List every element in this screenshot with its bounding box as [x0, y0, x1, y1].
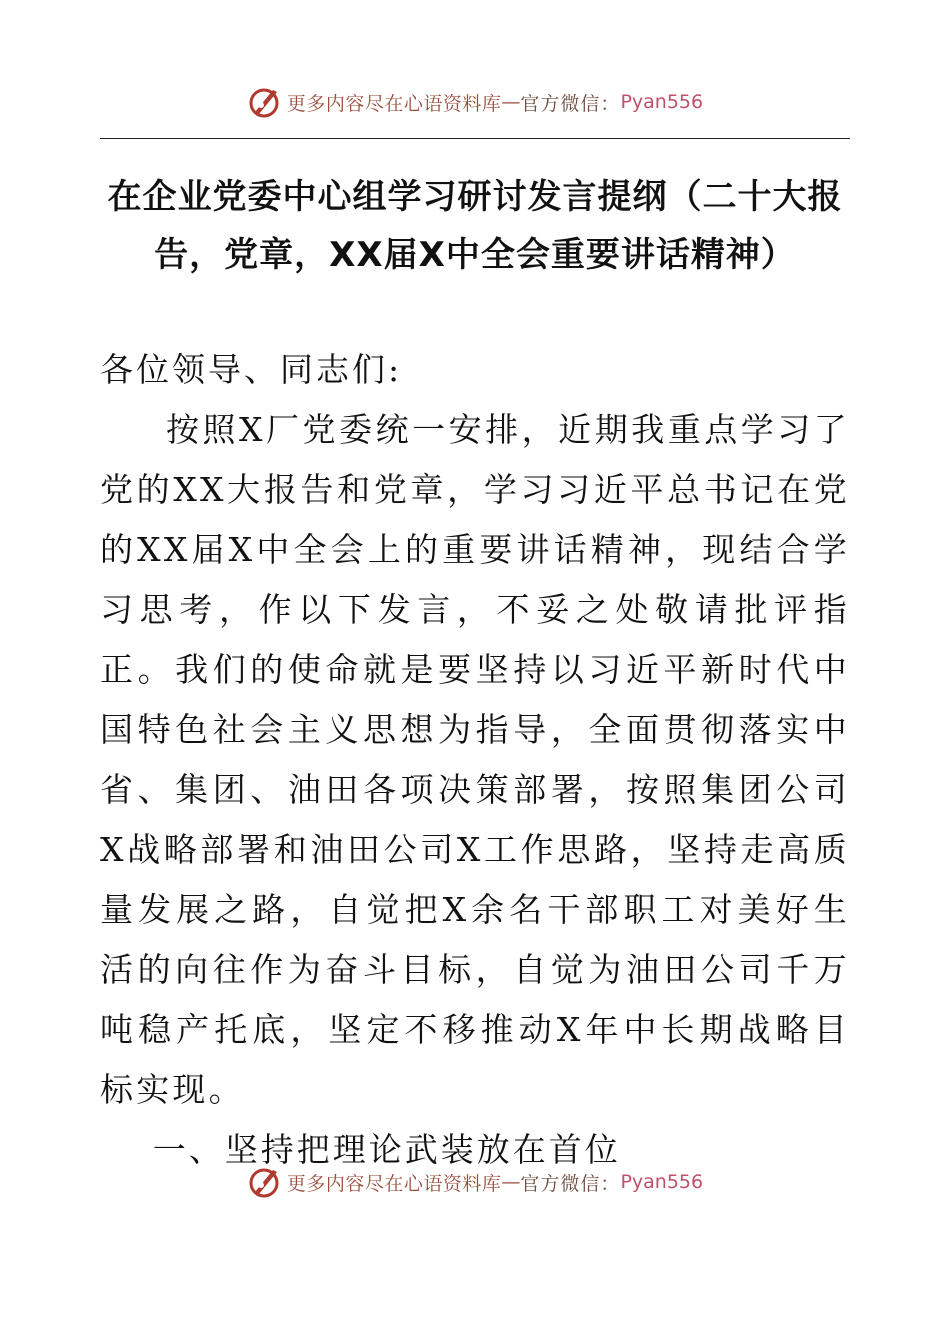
header-site-text: 更多内容尽在心语资料库 — [286, 92, 502, 115]
salutation: 各位领导、同志们: — [100, 350, 403, 389]
header-wechat-id: Pyan556 — [620, 91, 704, 113]
quill-logo-icon — [247, 84, 283, 120]
document-body — [100, 340, 850, 1180]
header-rule — [100, 138, 850, 139]
header-banner — [0, 82, 950, 122]
footer-site-text: 更多内容尽在心语资料库 — [286, 1172, 502, 1195]
header-separator: — — [501, 91, 521, 113]
footer-wechat-id: Pyan556 — [620, 1171, 704, 1193]
document-title: 在企业党委中心组学习研讨发言提纲（二十大报告，党章，XX届X中全会重要讲话精神） — [107, 177, 843, 275]
footer-wechat-label: 官方微信： — [520, 1172, 621, 1195]
footer-separator: — — [501, 1171, 521, 1193]
footer-banner — [0, 1162, 950, 1202]
section-heading: 一、坚持把理论武装放在首位 — [152, 1130, 621, 1169]
header-wechat-label: 官方微信： — [520, 92, 621, 115]
quill-logo-icon — [247, 1164, 283, 1200]
body-paragraph: 按照X厂党委统一安排，近期我重点学习了党的XX大报告和党章，学习习近平总书记在党的XX届X中全会上的重要讲话精神，现结合学习思考，作以下发言，不妥之处敬请批评指正。我们的使命就是要坚持以习近平新时代中国特色社会主义思想为指导，全面贯彻落实中省、集团、油田各项决策部署，按照集团公司X战略部署和油田公司X工作思路，坚持走高质量发展之路，自觉把X余名干部职工对美好生活的向往作为奋斗目标，自觉为油田公司千万吨稳产托底，坚定不移推动X年中长期战略目标实现。 — [100, 410, 850, 1109]
